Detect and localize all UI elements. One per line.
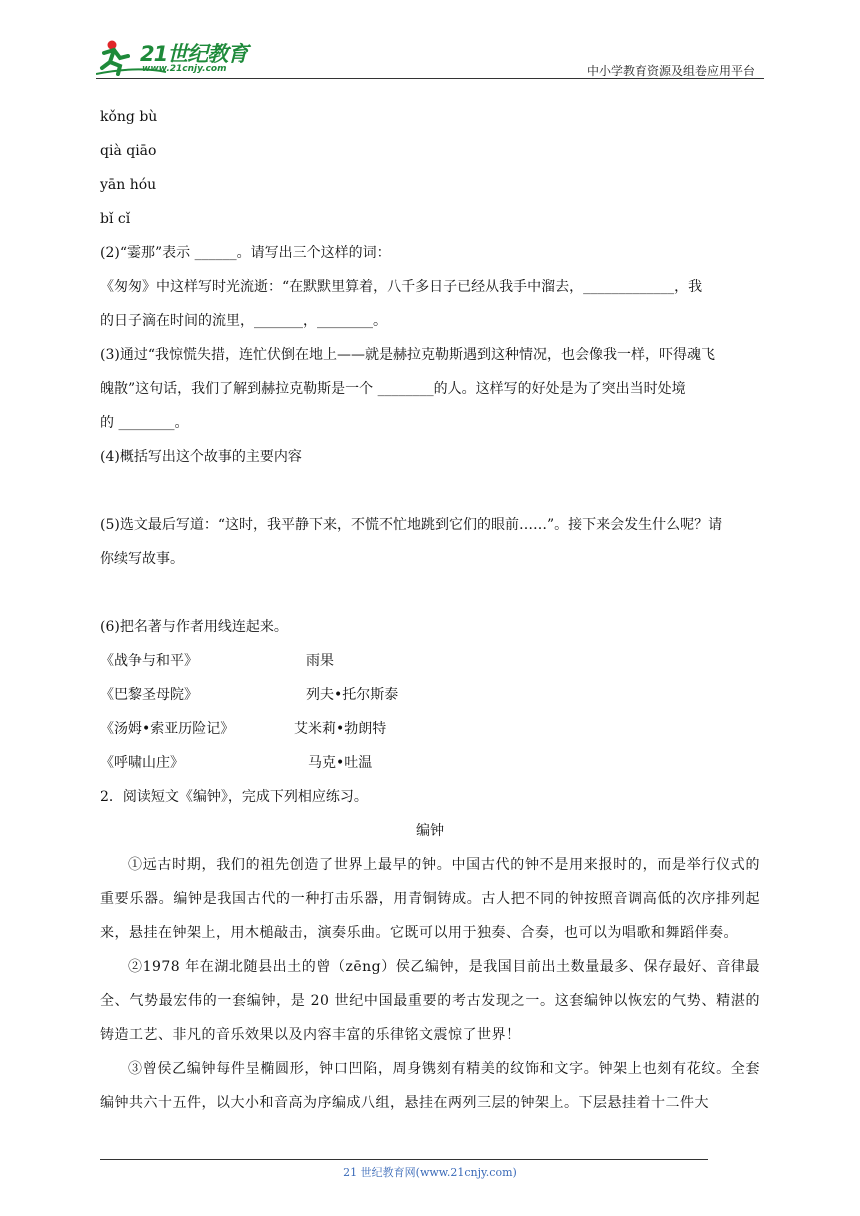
- pinyin-3: yān hóu: [100, 177, 157, 193]
- passage-paragraph-1: ①远古时期，我们的祖先创造了世界上最早的钟。中国古代的钟不是用来报时的，而是举行仪式的重要乐器。编钟是我国古代的一种打击乐器，用青铜铸成。古人把不同的钟按照音调高低的次序排列起来，悬挂在钟架上，用木槌敲击，演奏乐曲。它既可以用于独奏、合奏，也可以为唱歌和舞蹈伴奏。: [100, 857, 760, 941]
- question-2-quote-2: 的日子滴在时间的流里，_______，________。: [100, 313, 387, 329]
- logo-url: www.21cnjy.com: [142, 64, 227, 74]
- question-3-line-3: 的 ________。: [100, 415, 189, 431]
- match-row: [100, 644, 760, 678]
- logo-text: 21世纪教育: [140, 42, 248, 66]
- passage-paragraph-2: ②1978 年在湖北随县出土的曾（zēng）侯乙编钟，是我国目前出土数量最多、保存最好、音律最全、气势最宏伟的一套编钟，是 20 世纪中国最重要的考古发现之一。这套编钟以恢宏的气势、精湛的铸造工艺、非凡的音乐效果以及内容丰富的乐律铭文震惊了世界！: [100, 959, 760, 1043]
- match-row: [100, 678, 760, 712]
- site-logo: [96, 36, 266, 78]
- footer-divider: [100, 1159, 708, 1160]
- author-name: 马克•吐温: [308, 755, 373, 771]
- platform-name: 中小学教育资源及组卷应用平台: [586, 64, 755, 78]
- passage-paragraph-3: ③曾侯乙编钟每件呈椭圆形，钟口凹陷，周身镌刻有精美的纹饰和文字。钟架上也刻有花纹。全套编钟共六十五件，以大小和音高为序编成八组，悬挂在两列三层的钟架上。下层悬挂着十二件大: [100, 1061, 760, 1111]
- book-title: 《战争与和平》: [100, 653, 198, 669]
- passage-title: 编钟: [416, 823, 444, 839]
- match-row: [100, 712, 760, 746]
- author-name: 雨果: [306, 653, 334, 669]
- question-5-line-1: (5)选文最后写道：“这时，我平静下来，不慌不忙地跳到它们的眼前……”。接下来会发生什么呢？请: [100, 517, 723, 533]
- question-5-line-2: 你续写故事。: [100, 551, 184, 567]
- question-3-line-2: 魄散”这句话，我们了解到赫拉克勒斯是一个 ________的人。这样写的好处是为了突出当时处境: [100, 381, 686, 397]
- author-name: 艾米莉•勃朗特: [294, 721, 387, 737]
- header-divider: [96, 78, 764, 79]
- question-6: (6)把名著与作者用线连起来。: [100, 619, 288, 635]
- book-title: 《巴黎圣母院》: [100, 687, 198, 703]
- question-4: (4)概括写出这个故事的主要内容: [100, 449, 302, 465]
- question-2: (2)“霎那”表示 ______。请写出三个这样的词：: [100, 245, 391, 261]
- pinyin-1: kǒng bù: [100, 109, 158, 125]
- question-2-quote-1: 《匆匆》中这样写时光流逝：“在默默里算着，八千多日子已经从我手中溜去，_____________，我: [100, 279, 703, 295]
- author-name: 列夫•托尔斯泰: [306, 687, 399, 703]
- section-2-heading: 2．阅读短文《编钟》，完成下列相应练习。: [100, 789, 368, 805]
- pinyin-2: qià qiāo: [100, 143, 157, 159]
- document-body: [100, 100, 760, 1120]
- match-row: [100, 746, 760, 780]
- footer-text: 21 世纪教育网(www.21cnjy.com): [343, 1166, 517, 1179]
- question-3-line-1: (3)通过“我惊慌失措，连忙伏倒在地上——就是赫拉克勒斯遇到这种情况，也会像我一样，吓得魂飞: [100, 347, 715, 363]
- pinyin-4: bǐ cǐ: [100, 211, 131, 227]
- book-title: 《汤姆•索亚历险记》: [100, 721, 235, 737]
- book-title: 《呼啸山庄》: [100, 755, 184, 771]
